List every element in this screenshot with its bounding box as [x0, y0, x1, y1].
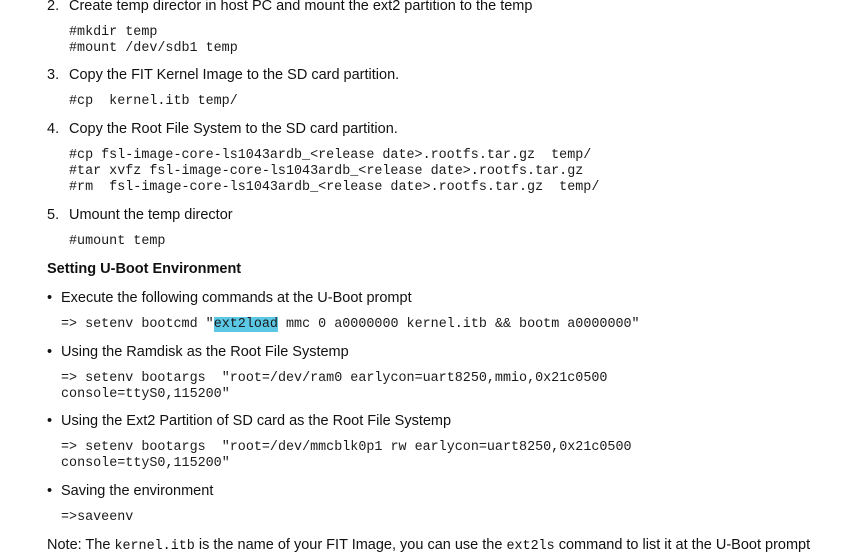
inline-code: ext2ls [506, 539, 555, 554]
bullet-icon: • [47, 344, 53, 360]
code-line: =>saveenv [61, 510, 134, 525]
code-segment: => setenv bootcmd " [61, 317, 214, 332]
step-text: Create temp director in host PC and mount the ext2 partition to the temp [69, 0, 533, 14]
code-line: #umount temp [69, 234, 166, 249]
highlighted-command: ext2load [213, 317, 278, 332]
code-segment: mmc 0 a0000000 kernel.itb && bootm a0000000" [277, 317, 640, 332]
code-line: => setenv bootargs "root=/dev/mmcblk0p1 rw earlycon=uart8250,0x21c0500 [61, 440, 632, 455]
code-line: #rm fsl-image-core-ls1043ardb_<release date>.rootfs.tar.gz temp/ [69, 180, 600, 195]
code-line: console=ttyS0,115200" [61, 456, 230, 471]
code-line: #cp fsl-image-core-ls1043ardb_<release date>.rootfs.tar.gz temp/ [69, 148, 592, 163]
bullet-text: Saving the environment [61, 483, 214, 499]
bullet-icon: • [47, 413, 53, 429]
code-line: => setenv bootargs "root=/dev/ram0 earlycon=uart8250,mmio,0x21c0500 [61, 371, 608, 386]
inline-code: kernel.itb [114, 539, 195, 554]
step-text: Umount the temp director [69, 207, 233, 223]
code-line: #tar xvfz fsl-image-core-ls1043ardb_<release date>.rootfs.tar.gz [69, 164, 584, 179]
note-text: command to list it at the U-Boot prompt [554, 537, 811, 553]
note-paragraph [47, 536, 810, 556]
step-number: 3. [47, 67, 60, 83]
code-line: console=ttyS0,115200" [61, 387, 230, 402]
bullet-icon: • [47, 290, 53, 306]
step-text: Copy the Root File System to the SD card partition. [69, 121, 398, 137]
bullet-text: Using the Ramdisk as the Root File Systemp [61, 344, 349, 360]
code-line: #cp kernel.itb temp/ [69, 94, 238, 109]
code-line: #mkdir temp [69, 25, 158, 40]
bullet-text: Execute the following commands at the U-Boot prompt [61, 290, 412, 306]
step-text: Copy the FIT Kernel Image to the SD card partition. [69, 67, 400, 83]
note-text: is the name of your FIT Image, you can use the [194, 537, 507, 553]
step-number: 4. [47, 121, 60, 137]
note-text: Note: The [47, 537, 115, 553]
step-number: 2. [47, 0, 60, 14]
bullet-icon: • [47, 483, 53, 499]
code-line [61, 317, 640, 333]
code-line: #mount /dev/sdb1 temp [69, 41, 238, 56]
bullet-text: Using the Ext2 Partition of SD card as the Root File Systemp [61, 413, 452, 429]
section-heading: Setting U-Boot Environment [47, 261, 242, 277]
step-number: 5. [47, 207, 60, 223]
